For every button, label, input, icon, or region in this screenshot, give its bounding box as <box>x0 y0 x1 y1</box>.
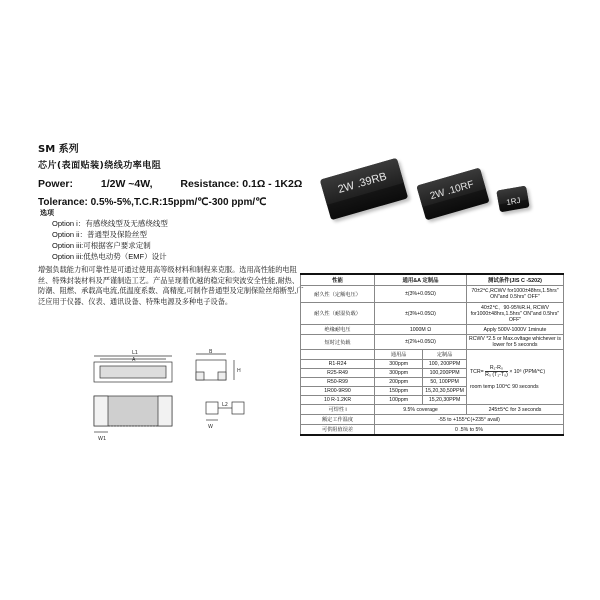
dimension-drawing <box>88 348 268 448</box>
power-resistance-line <box>38 178 302 190</box>
table-cell: 可焊性 i <box>301 405 375 415</box>
tcr-note: room temp 100℃ 90 seconds <box>469 383 539 390</box>
table-cell: R25-R49 <box>301 369 375 378</box>
table-cell: 额定工作温度 <box>301 415 375 425</box>
option-item: Option iii:可根据客户要求定制 <box>52 241 151 250</box>
table-cell: 50, 100PPM <box>423 378 467 387</box>
resistor-marking: 1RJ <box>505 195 522 208</box>
table-header: 通用&A 定制品 <box>375 274 467 286</box>
resistor-photo-small <box>496 186 529 213</box>
table-cell: 定制品 <box>423 350 467 360</box>
table-cell: 100,200PPM <box>423 369 467 378</box>
table-header: 性能 <box>301 274 375 286</box>
table-cell: ±(2%+0.05Ω) <box>375 335 467 350</box>
table-cell: 1R00-9R90 <box>301 387 375 396</box>
table-header: 测试条件(JIS C -5202) <box>466 274 563 286</box>
table-cell: 100ppm <box>375 396 423 405</box>
resistor-marking: 2W .39RB <box>336 170 389 196</box>
resistor-photo-large <box>320 158 408 220</box>
table-cell: 1000M Ω <box>375 325 467 335</box>
resistor-marking: 2W .10RF <box>428 179 476 203</box>
dim-w-label: W <box>208 424 213 430</box>
table-cell: 100, 200PPM <box>423 360 467 369</box>
table-cell: 40±2℃、90-95%R.H, RCWV for1000±48hrs,1.5hrs" ON"and 0.5hrs" OFF" <box>466 303 563 325</box>
tcr-formula-num: R₁-R₀ <box>485 365 508 372</box>
resistance-label: Resistance: <box>180 178 240 190</box>
table-cell: 150ppm <box>375 387 423 396</box>
tcr-formula <box>466 350 563 405</box>
table-cell: 9.5% coverage <box>375 405 467 415</box>
table-cell: Apply 500V-1000V 1minute <box>466 325 563 335</box>
option-item: Option ii：普通型及保险丝型 <box>52 230 148 239</box>
dim-h-label: H <box>237 368 241 374</box>
table-cell: 70±2℃,RCWV for1000±48hrs,1.5hrs" ON"and 0.5hrs" OFF" <box>466 286 563 303</box>
table-cell: 绝缘耐电压 <box>301 325 375 335</box>
dim-l2-label: L2 <box>222 402 228 408</box>
table-cell: 245±5℃ for 3 seconds <box>466 405 563 415</box>
options-heading: 选项 <box>40 209 54 217</box>
table-cell: 10 R-1.2KR <box>301 396 375 405</box>
table-cell: ±(3%+0.05Ω) <box>375 303 467 325</box>
product-subtitle: 芯片(表面贴装)绕线功率电阻 <box>38 161 162 171</box>
table-cell: 300ppm <box>375 369 423 378</box>
table-cell: 15,20,30PPM <box>423 396 467 405</box>
table-cell: R1-R24 <box>301 360 375 369</box>
options-list <box>52 218 168 262</box>
table-cell: 耐久性（耐湿负载） <box>301 303 375 325</box>
option-item: Option i：有感绕线型及无感绕线型 <box>52 219 168 228</box>
table-cell: 0 .5% to 5% <box>375 425 564 436</box>
tcr-formula-den: R₀ (T₁-T₀) <box>485 371 508 378</box>
table-cell: 短时过负载 <box>301 335 375 350</box>
table-cell: 耐久性（定额电压） <box>301 286 375 303</box>
dim-b-label: B <box>209 349 213 355</box>
table-cell: 通用品 <box>375 350 423 360</box>
table-cell: R50-R99 <box>301 378 375 387</box>
table-cell: 300ppm <box>375 360 423 369</box>
series-title: SM 系列 <box>38 144 79 155</box>
option-item: Option iii:低热电动势（EMF）设计 <box>52 252 167 261</box>
power-value: 1/2W ~4W, <box>100 178 153 190</box>
dim-a-label: A <box>132 357 136 363</box>
table-cell: RCWV *2.5 or Max.ovltage whichever is lower for 5 seconds <box>466 335 563 350</box>
resistor-photo-medium <box>416 168 489 221</box>
tcr-formula-mult: × 10⁶ (PPM/℃) <box>509 368 546 375</box>
tolerance-line: Tolerance: 0.5%-5%,T.C.R:15ppm/℃-300 ppm/℃ <box>38 197 267 208</box>
resistance-value: 0.1Ω - 1K2Ω <box>242 178 303 190</box>
table-cell: 200ppm <box>375 378 423 387</box>
table-cell: 可供阻值误差 <box>301 425 375 436</box>
tcr-formula-lhs: TCR= <box>469 368 484 375</box>
dim-w1-label: W1 <box>98 436 107 442</box>
product-description: 增强负载能力和可靠性是可通过使用高等级材料和制程来克服。选用高性能的电阻丝、特殊封装材料及严谨制造工艺。产品呈现着优越的稳定和突波安全性能,耐热、防潮、阻燃、承载高电流,低温度系数、高精度,可制作普通型及定制保险丝熔断型,广泛应用于仪器、仪表、通讯设备、特殊电源及多种电子设备。 <box>38 265 304 306</box>
spec-table <box>300 273 564 436</box>
dim-l1-label: L1 <box>132 350 138 356</box>
table-cell: -55 to +155℃(+235° avail) <box>375 415 564 425</box>
table-cell: ±(3%+0.05Ω) <box>375 286 467 303</box>
power-label: Power: <box>38 178 74 190</box>
table-cell: 15,20,30,50PPM <box>423 387 467 396</box>
